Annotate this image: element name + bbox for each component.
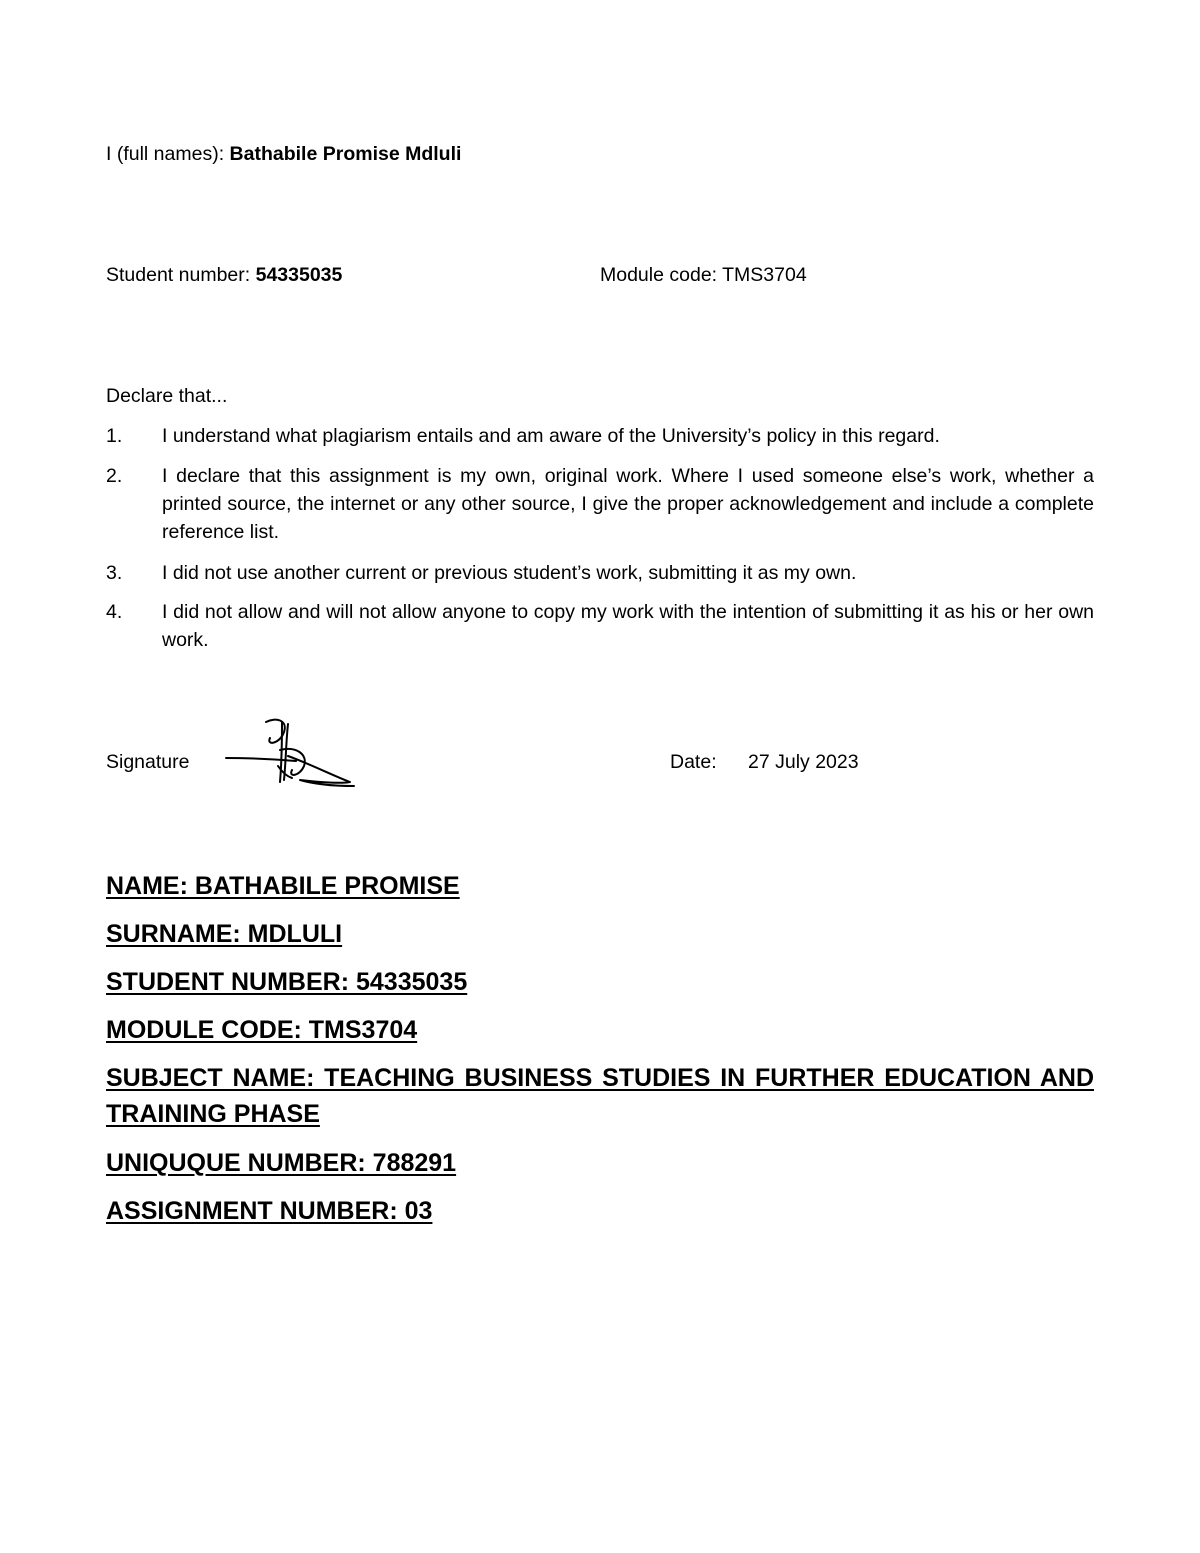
declaration-item: [106, 559, 1094, 587]
date-label: Date:: [670, 751, 717, 773]
student-number-label: Student number:: [106, 264, 256, 286]
signature-label: Signature: [106, 751, 190, 773]
signature-image: [222, 712, 362, 792]
item-number: 2.: [106, 465, 123, 487]
student-number-line: [106, 263, 342, 287]
cover-unique-number: UNIQUQUE NUMBER: 788291: [106, 1149, 457, 1177]
declaration-item: [106, 462, 1094, 546]
cover-student-number: STUDENT NUMBER: 54335035: [106, 968, 468, 996]
full-names-value: Bathabile Promise Mdluli: [229, 143, 462, 165]
item-number: 4.: [106, 601, 123, 623]
full-names-line: [106, 142, 461, 166]
item-text: I did not allow and will not allow anyone to copy my work with the intention of submitting it as his or her own work.: [162, 601, 1094, 651]
cover-surname: SURNAME: MDLULI: [106, 920, 343, 948]
module-code-line: Module code: TMS3704: [600, 264, 807, 286]
declare-that: Declare that...: [106, 385, 228, 407]
cover-subject-name: SUBJECT NAME: TEACHING BUSINESS STUDIES IN FURTHER EDUCATION AND TRAINING PHASE: [106, 1064, 1094, 1128]
date-value: 27 July 2023: [748, 751, 859, 773]
full-names-label: I (full names):: [106, 143, 230, 165]
student-number-value: 54335035: [255, 264, 343, 286]
item-number: 1.: [106, 425, 123, 447]
cover-module-code: MODULE CODE: TMS3704: [106, 1016, 418, 1044]
declaration-item: [106, 422, 1094, 450]
cover-name: NAME: BATHABILE PROMISE: [106, 872, 460, 900]
item-text: I did not use another current or previous student’s work, submitting it as my own.: [162, 562, 857, 584]
cover-assignment-number: ASSIGNMENT NUMBER: 03: [106, 1197, 433, 1225]
declaration-item: [106, 598, 1094, 654]
item-number: 3.: [106, 562, 123, 584]
item-text: I understand what plagiarism entails and am aware of the University’s policy in this regard.: [162, 425, 940, 447]
item-text: I declare that this assignment is my own, original work. Where I used someone else’s work, whether a printed source, the internet or any other source, I give the proper acknowledgement and include a complete reference list.: [162, 465, 1094, 543]
